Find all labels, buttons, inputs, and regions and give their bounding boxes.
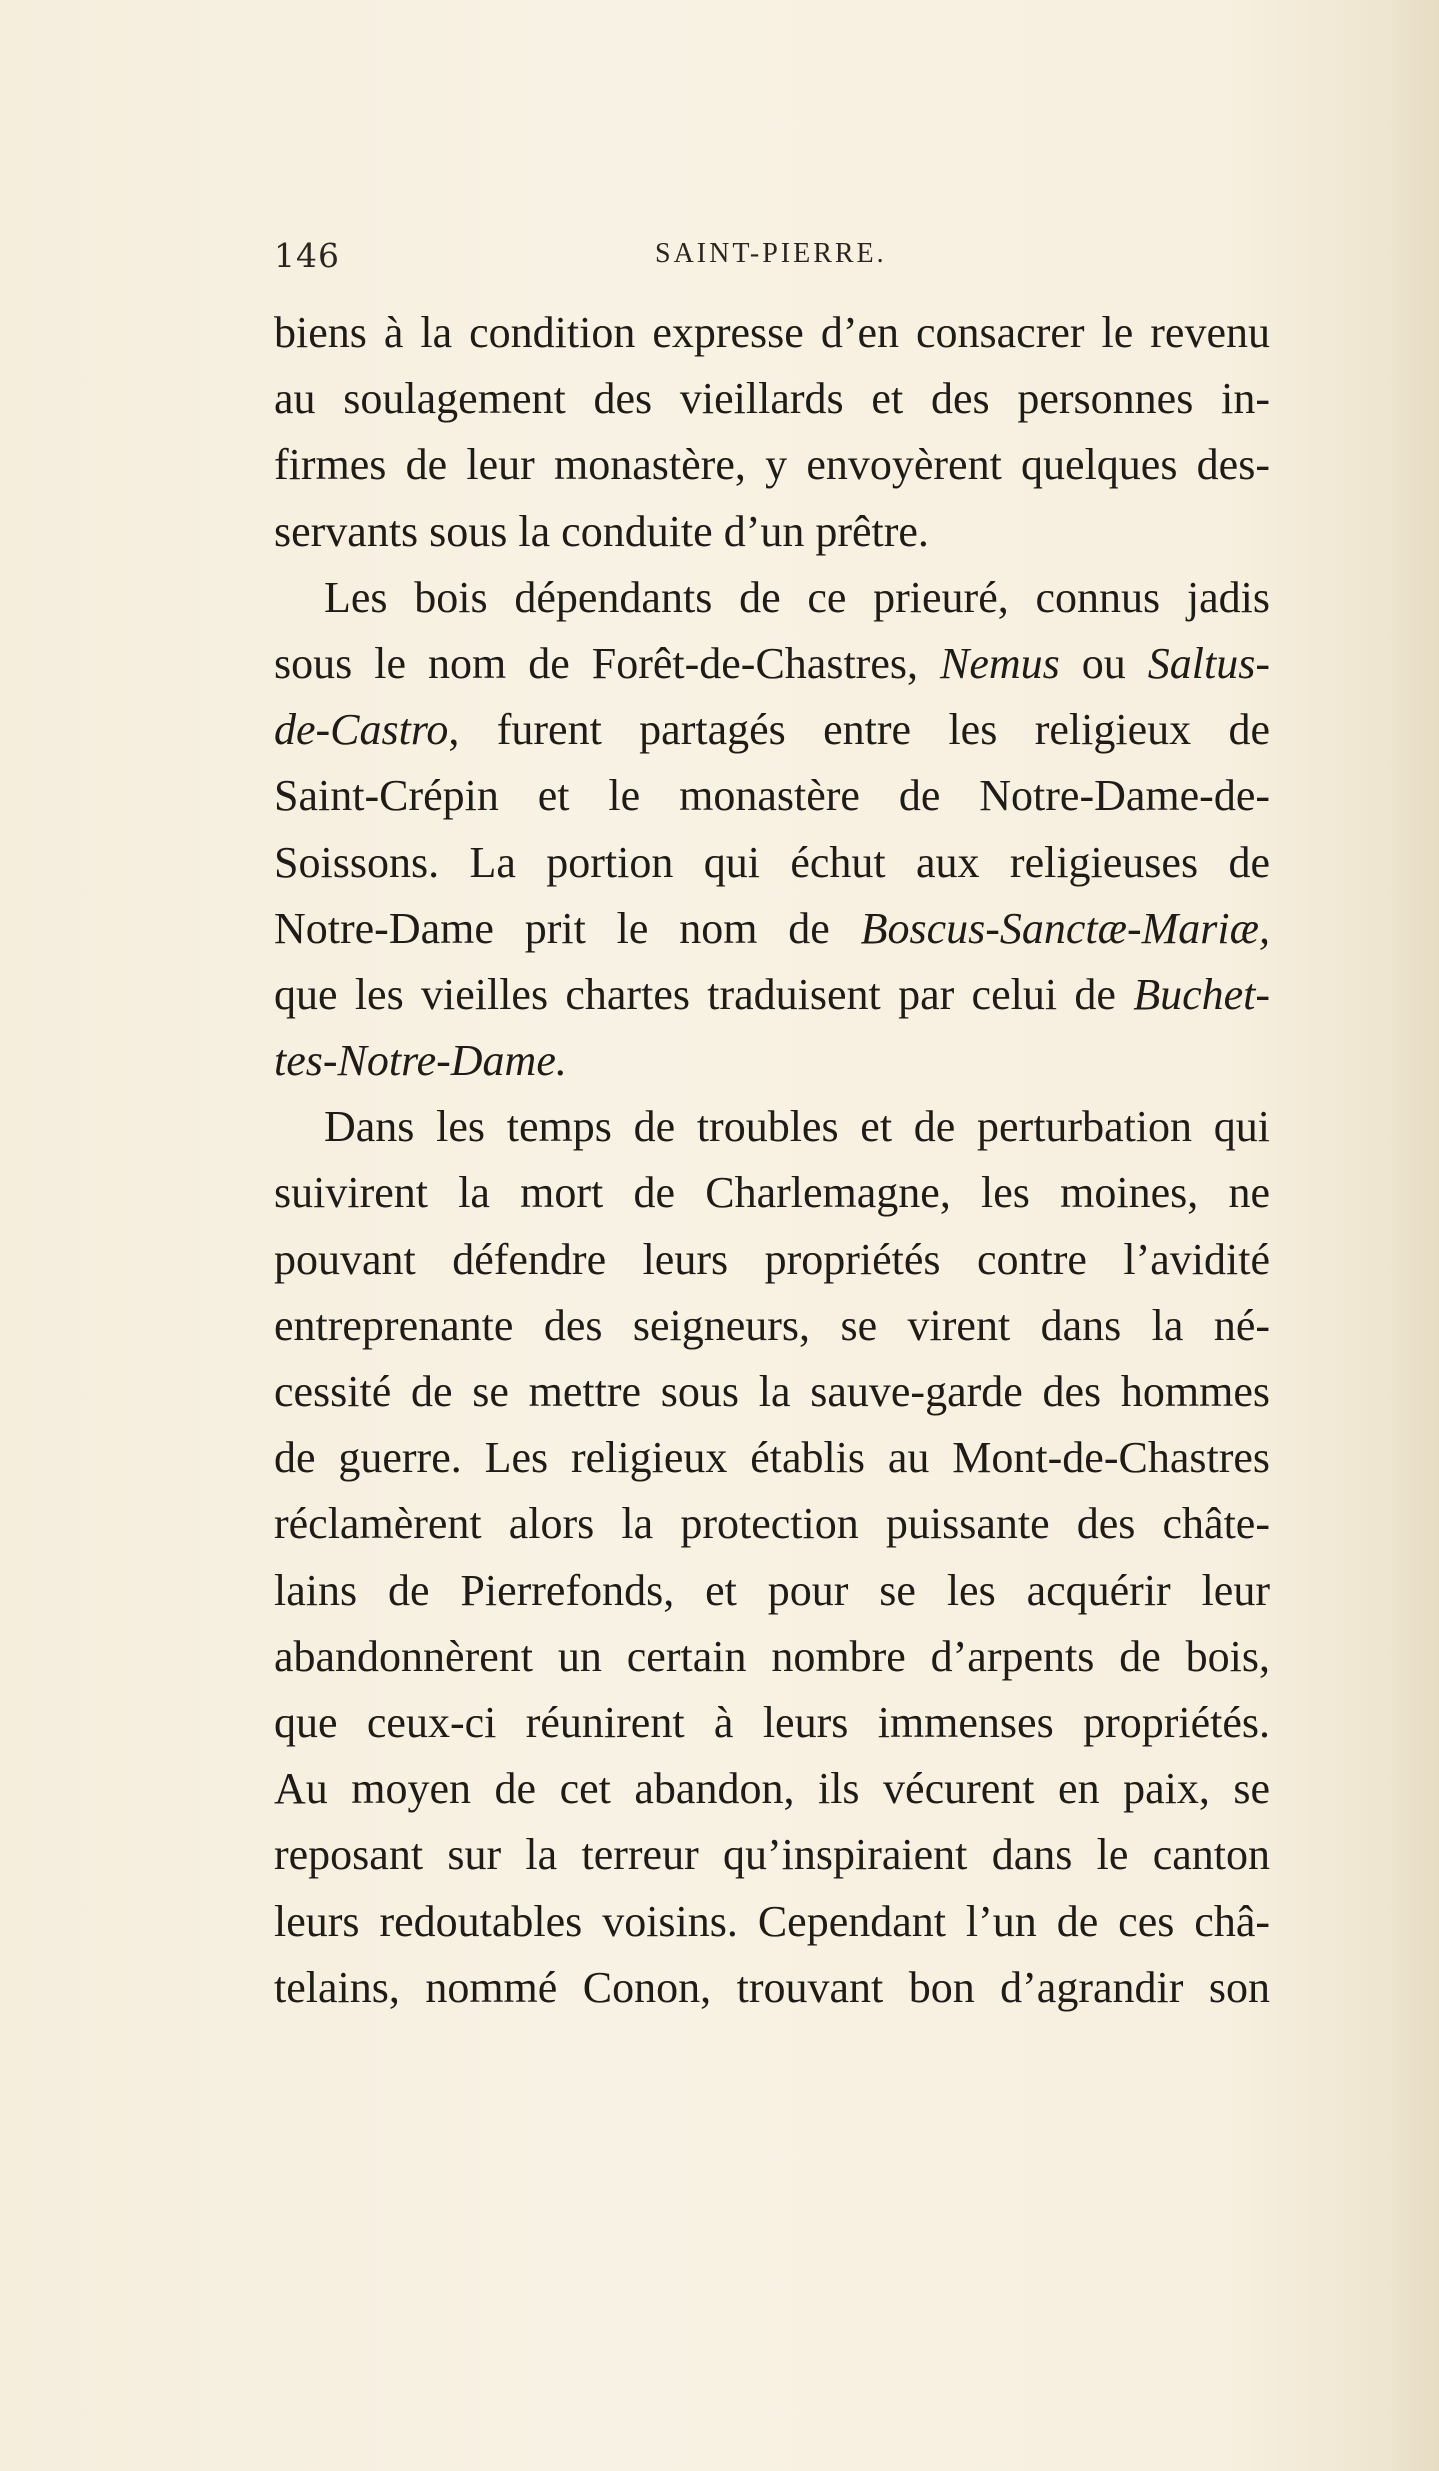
running-title: SAINT-PIERRE. bbox=[655, 238, 887, 269]
text-line bbox=[274, 896, 1270, 962]
text-line: Soissons. La portion qui échut aux religieuses de bbox=[274, 837, 1270, 887]
text-run: sous le nom de Forêt-de-Chastres, bbox=[274, 638, 940, 688]
text-line: lains de Pierrefonds, et pour se les acquérir leur bbox=[274, 1565, 1270, 1615]
italic-term: Nemus bbox=[939, 638, 1060, 688]
text-line bbox=[274, 1028, 1270, 1094]
body-text bbox=[274, 300, 1270, 2021]
text-run: Notre-Dame prit le nom de bbox=[274, 903, 861, 953]
text-line bbox=[274, 697, 1270, 763]
italic-term: Boscus-Sanctæ-Mariæ, bbox=[860, 903, 1270, 953]
italic-term: Saltus- bbox=[1147, 638, 1270, 688]
text-line: Dans les temps de troubles et de perturbation qui bbox=[324, 1102, 1270, 1152]
text-line: suivirent la mort de Charlemagne, les moines, ne bbox=[274, 1168, 1270, 1218]
italic-term: de-Castro bbox=[274, 705, 449, 755]
italic-term: tes-Notre-Dame. bbox=[274, 1036, 567, 1086]
text-run: que les vieilles chartes traduisent par celui de bbox=[274, 969, 1134, 1019]
page-number: 146 bbox=[274, 236, 340, 275]
text-line: Saint-Crépin et le monastère de Notre-Dame-de- bbox=[274, 771, 1270, 821]
italic-term: Buchet- bbox=[1133, 969, 1270, 1019]
text-line: Au moyen de cet abandon, ils vécurent en paix, se bbox=[274, 1764, 1270, 1814]
text-line: telains, nommé Conon, trouvant bon d’agrandir son bbox=[274, 1962, 1270, 2012]
text-line: leurs redoutables voisins. Cependant l’un de ces châ- bbox=[274, 1896, 1270, 1946]
text-run: , furent partagés entre les religieux de bbox=[448, 705, 1270, 755]
text-line: reposant sur la terreur qu’inspiraient dans le canton bbox=[274, 1830, 1270, 1880]
text-line: que ceux-ci réunirent à leurs immenses propriétés. bbox=[274, 1697, 1270, 1747]
text-line: de guerre. Les religieux établis au Mont-de-Chastres bbox=[274, 1433, 1270, 1483]
text-line: abandonnèrent un certain nombre d’arpents de bois, bbox=[274, 1631, 1270, 1681]
text-line bbox=[274, 962, 1270, 1028]
text-line: au soulagement des vieillards et des personnes in- bbox=[274, 374, 1270, 424]
text-line: biens à la condition expresse d’en consacrer le revenu bbox=[274, 308, 1270, 357]
text-run: ou bbox=[1059, 638, 1148, 688]
text-line: cessité de se mettre sous la sauve-garde des hommes bbox=[274, 1367, 1270, 1416]
text-line: Les bois dépendants de ce prieuré, connus jadis bbox=[324, 572, 1270, 622]
text-line: servants sous la conduite d’un prêtre. bbox=[274, 506, 929, 556]
text-line: pouvant défendre leurs propriétés contre l’avidité bbox=[274, 1234, 1270, 1284]
text-line: entreprenante des seigneurs, se virent dans la né- bbox=[274, 1300, 1270, 1350]
text-line: réclamèrent alors la protection puissante des châte- bbox=[274, 1499, 1270, 1549]
text-line bbox=[274, 631, 1270, 697]
text-line: firmes de leur monastère, y envoyèrent quelques des- bbox=[274, 440, 1270, 490]
